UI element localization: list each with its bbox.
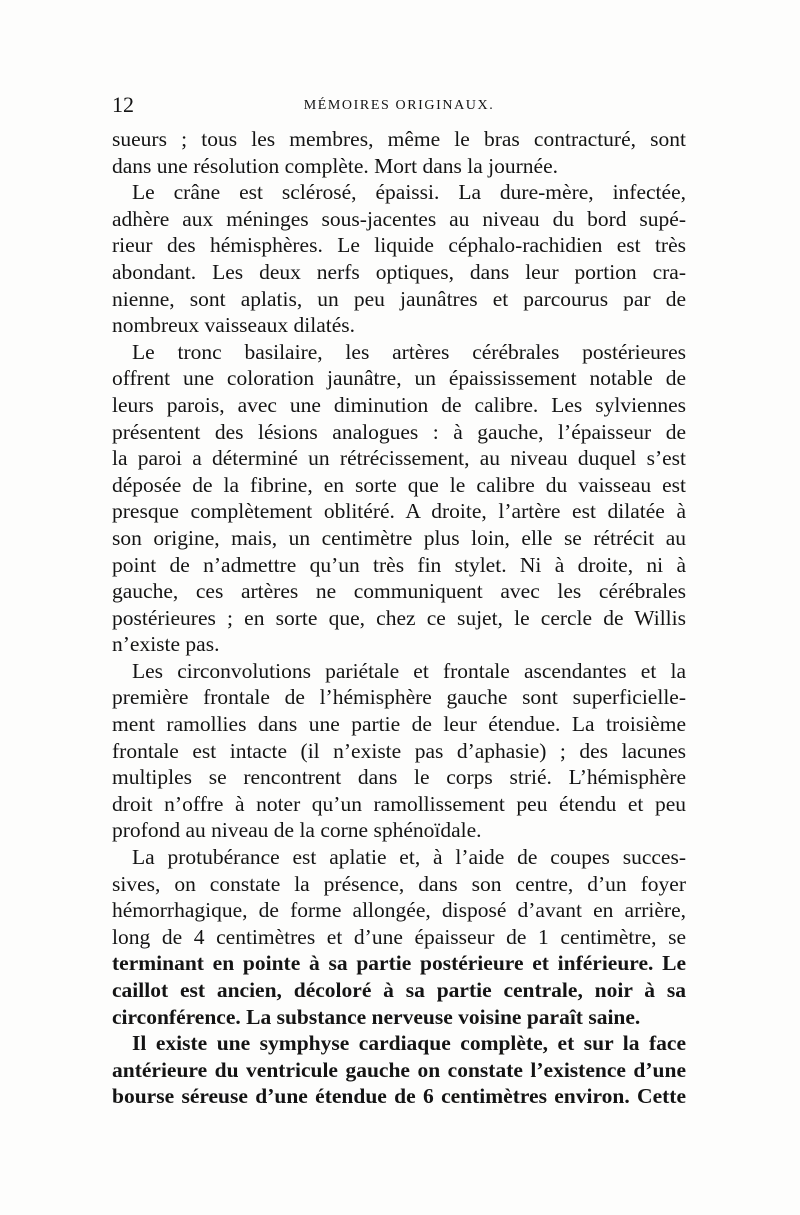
text-line: antérieure du ventricule gauche on constate l’existence d’une — [112, 1057, 686, 1082]
text-line: la paroi a déterminé un rétrécissement, au niveau duquel s’est — [112, 446, 686, 471]
text-line: hémorrhagique, de forme allongée, disposé d’avant en arrière, — [112, 898, 686, 923]
text-line: son origine, mais, un centimètre plus loin, elle se rétrécit au — [112, 525, 686, 550]
text-line: sives, on constate la présence, dans son centre, d’un foyer — [112, 871, 686, 896]
text-line: leurs parois, avec une diminution de calibre. Les sylviennes — [112, 392, 686, 417]
text-line: nienne, sont aplatis, un peu jaunâtres et parcourus par de — [112, 286, 686, 311]
text-line: profond au niveau de la corne sphénoïdale. — [112, 818, 482, 843]
text-line: point de n’admettre qu’un très fin stylet. Ni à droite, ni à — [112, 552, 686, 577]
text-line: La protubérance est aplatie et, à l’aide de coupes succes- — [132, 845, 686, 870]
text-line: offrent une coloration jaunâtre, un épaississement notable de — [112, 366, 686, 391]
text-line: nombreux vaisseaux dilatés. — [112, 313, 356, 338]
text-line: n’existe pas. — [112, 632, 220, 657]
text-line: gauche, ces artères ne communiquent avec les cérébrales — [112, 579, 686, 604]
text-line: multiples se rencontrent dans le corps strié. L’hémisphère — [112, 765, 686, 790]
running-head — [112, 92, 686, 118]
page-number: 12 — [112, 92, 134, 117]
body-text — [112, 126, 686, 1110]
text-line: dans une résolution complète. Mort dans la journée. — [112, 153, 559, 178]
text-line: droit n’offre à noter qu’un ramollissement peu étendu et peu — [112, 791, 686, 816]
text-line: frontale est intacte (il n’existe pas d’aphasie) ; des lacunes — [112, 738, 686, 763]
text-line: terminant en pointe à sa partie postérieure et inférieure. Le — [112, 951, 686, 976]
text-line: ment ramollies dans une partie de leur étendue. La troisième — [112, 712, 686, 737]
text-line: adhère aux méninges sous-jacentes au niveau du bord supé- — [112, 206, 686, 231]
text-line: rieur des hémisphères. Le liquide céphalo-rachidien est très — [112, 233, 686, 258]
text-line: long de 4 centimètres et d’une épaisseur de 1 centimètre, se — [112, 924, 686, 949]
text-line: présentent des lésions analogues : à gauche, l’épaisseur de — [112, 419, 686, 444]
text-line: Les circonvolutions pariétale et frontale ascendantes et la — [132, 658, 686, 683]
text-line: abondant. Les deux nerfs optiques, dans leur portion cra- — [112, 259, 686, 284]
running-title: MÉMOIRES ORIGINAUX. — [303, 98, 495, 113]
text-line: sueurs ; tous les membres, même le bras contracturé, sont — [112, 127, 686, 151]
text-line: Le crâne est sclérosé, épaissi. La dure-mère, infectée, — [132, 180, 686, 205]
text-line: caillot est ancien, décoloré à sa partie centrale, noir à sa — [112, 978, 686, 1002]
text-line: postérieures ; en sorte que, chez ce sujet, le cercle de Willis — [112, 605, 686, 630]
text-line: première frontale de l’hémisphère gauche sont superficielle- — [112, 685, 686, 710]
text-line: Il existe une symphyse cardiaque complète, et sur la face — [132, 1031, 686, 1056]
text-line: Le tronc basilaire, les artères cérébrales postérieures — [132, 339, 686, 364]
text-line: circonférence. La substance nerveuse voisine paraît saine. — [112, 1004, 641, 1029]
text-line: presque complètement oblitéré. A droite, l’artère est dilatée à — [112, 499, 686, 524]
text-line: déposée de la fibrine, en sorte que le calibre du vaisseau est — [112, 472, 686, 497]
text-line: bourse séreuse d’une étendue de 6 centimètres environ. Cette — [112, 1084, 686, 1109]
